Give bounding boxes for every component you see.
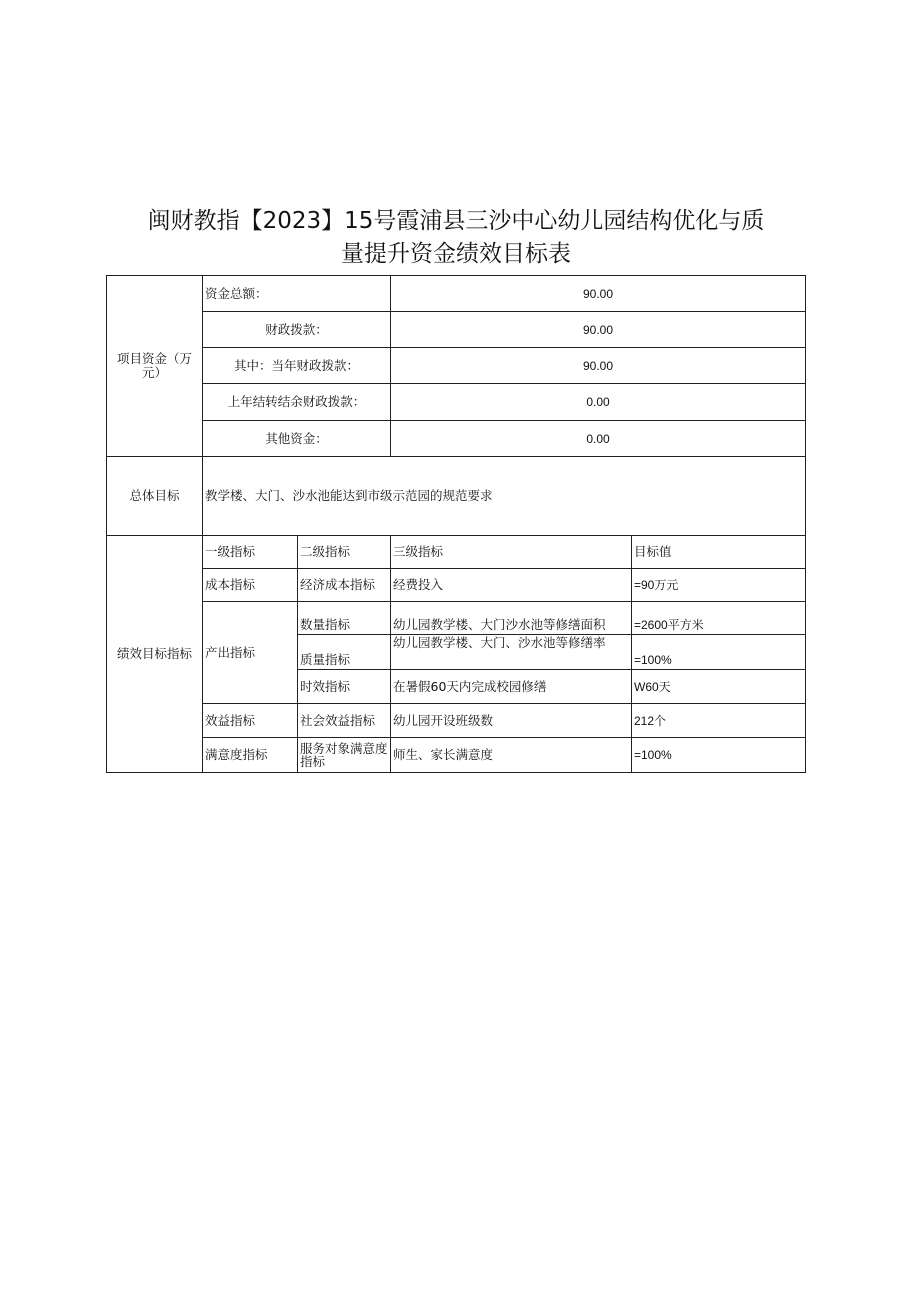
satisfaction-level1: 满意度指标 <box>202 737 298 773</box>
header-target: 目标值 <box>631 535 806 569</box>
funds-label-current-year: 其中：当年财政拨款： <box>202 347 391 384</box>
funds-value-fiscal: 90.00 <box>390 311 806 348</box>
time-level2: 时效指标 <box>297 669 391 704</box>
funds-label-fiscal: 财政拨款： <box>202 311 391 348</box>
benefit-level2: 社会效益指标 <box>297 703 391 738</box>
time-target: W60天 <box>631 669 806 704</box>
funds-label-total: 资金总额： <box>202 275 391 312</box>
satisfaction-level3: 师生、家长满意度 <box>390 737 632 773</box>
funds-label-other: 其他资金： <box>202 420 391 457</box>
header-level1: 一级指标 <box>202 535 298 569</box>
quantity-level2: 数量指标 <box>297 601 391 635</box>
funds-value-carryover: 0.00 <box>390 383 806 421</box>
cost-level1: 成本指标 <box>202 568 298 602</box>
funds-value-current-year: 90.00 <box>390 347 806 384</box>
funds-value-total: 90.00 <box>390 275 806 312</box>
quantity-target: =2600平方米 <box>631 601 806 635</box>
performance-target-table <box>106 275 806 773</box>
funds-label-carryover: 上年结转结余财政拨款： <box>202 383 391 421</box>
quality-target: =100% <box>631 634 806 670</box>
cost-level2: 经济成本指标 <box>297 568 391 602</box>
time-level3: 在暑假60天内完成校园修缮 <box>390 669 632 704</box>
cost-level3: 经费投入 <box>390 568 632 602</box>
funds-value-other: 0.00 <box>390 420 806 457</box>
satisfaction-target: =100% <box>631 737 806 773</box>
header-level2: 二级指标 <box>297 535 391 569</box>
output-level1: 产出指标 <box>202 601 298 704</box>
quality-level2: 质量指标 <box>297 634 391 670</box>
title-line-1: 闽财教指【2023】15号霞浦县三沙中心幼儿园结构优化与质 <box>147 208 765 234</box>
title-line-2: 量提升资金绩效目标表 <box>341 241 571 267</box>
quantity-level3: 幼儿园教学楼、大门沙水池等修缮面积 <box>390 601 632 635</box>
satisfaction-level2: 服务对象满意度指标 <box>297 737 391 773</box>
benefit-target: 212个 <box>631 703 806 738</box>
benefit-level3: 幼儿园开设班级数 <box>390 703 632 738</box>
benefit-level1: 效益指标 <box>202 703 298 738</box>
page-title <box>106 205 806 271</box>
quality-level3: 幼儿园教学楼、大门、沙水池等修缮率 <box>390 634 632 670</box>
funds-section-label: 项目资金（万元） <box>106 275 203 457</box>
overall-goal-label: 总体目标 <box>106 456 203 536</box>
overall-goal-text: 教学楼、大门、沙水池能达到市级示范园的规范要求 <box>202 456 806 536</box>
cost-target: =90万元 <box>631 568 806 602</box>
performance-section-label: 绩效目标指标 <box>106 535 203 773</box>
header-level3: 三级指标 <box>390 535 632 569</box>
